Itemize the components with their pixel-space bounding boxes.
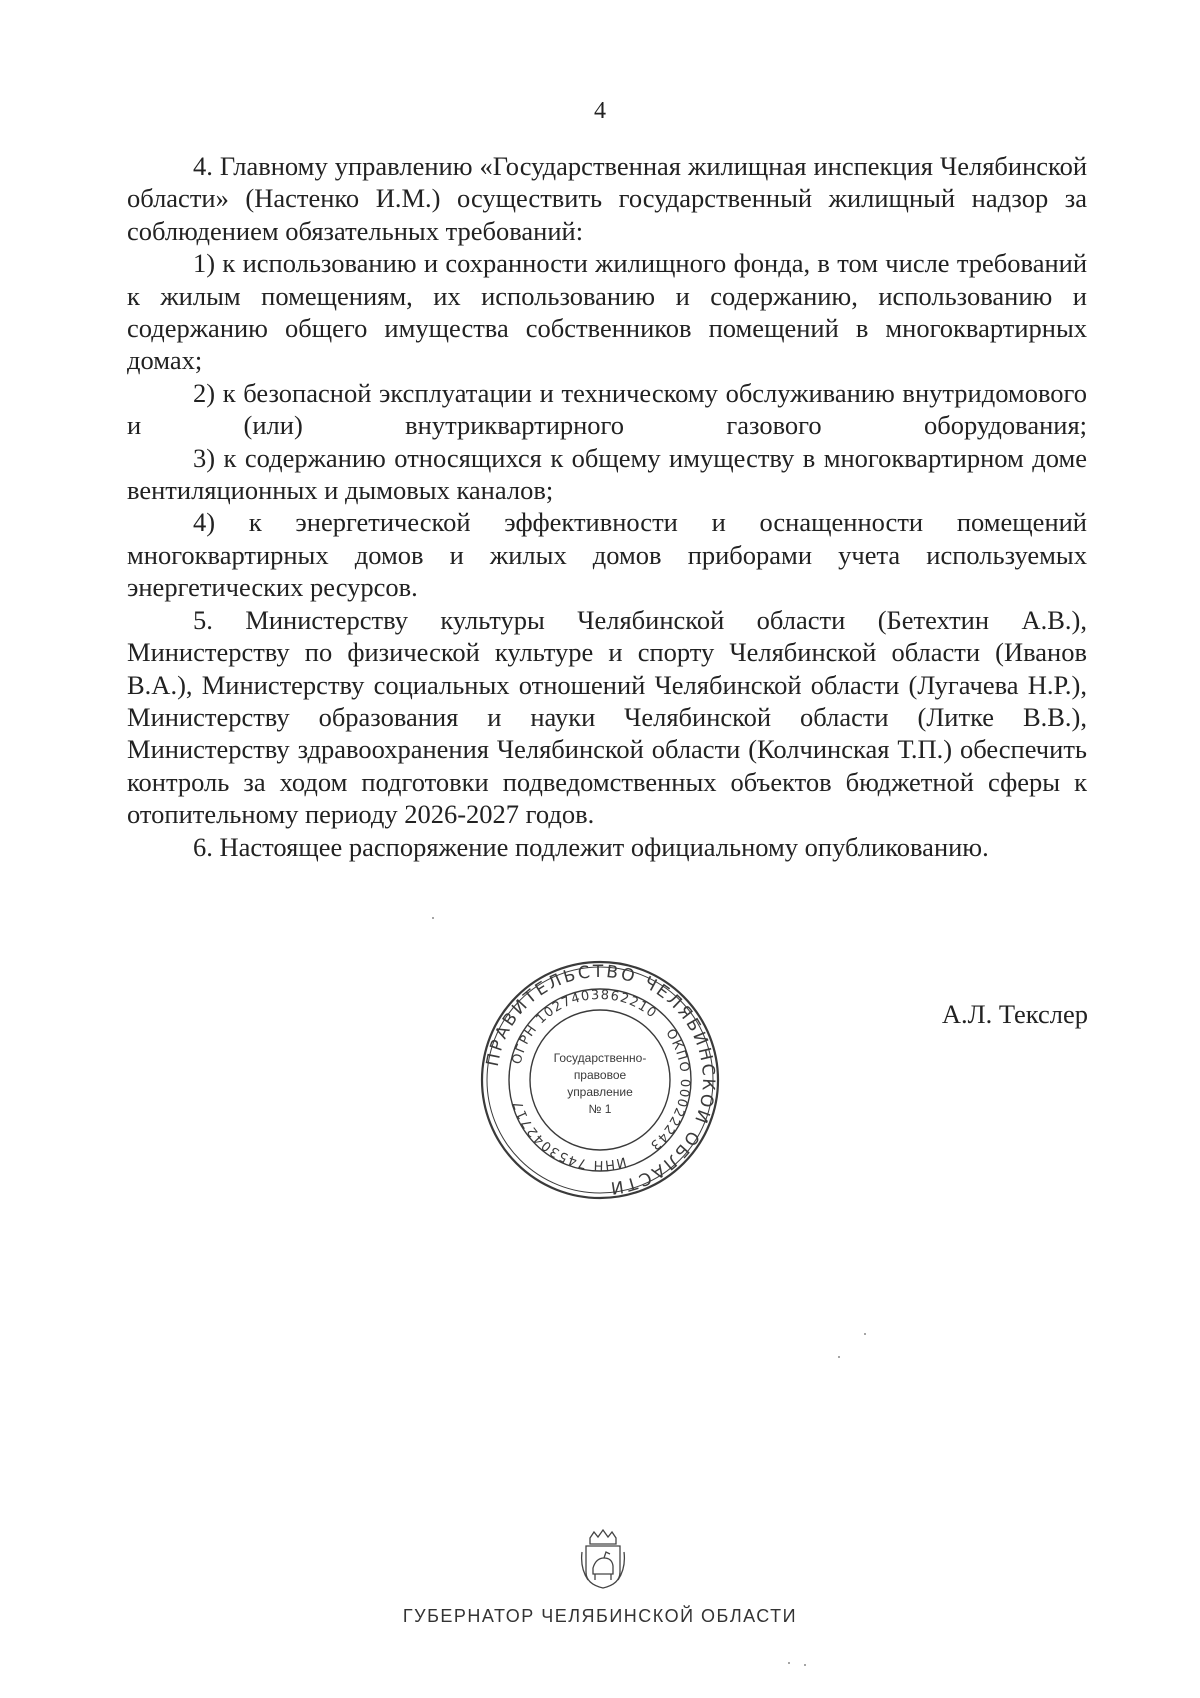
seal-outer-label: ПРАВИТЕЛЬСТВО ЧЕЛЯБИНСКОЙ ОБЛАСТИ bbox=[482, 961, 719, 1198]
page-number: 4 bbox=[594, 98, 606, 124]
paragraph-subitem-4: 4) к энергетической эффективности и оснащенности помещений многоквартирных домов и жилых домов приборами учета используемых энергетических ресурсов. bbox=[127, 507, 1087, 603]
paragraph-subitem-1: 1) к использованию и сохранности жилищного фонда, в том числе требований к жилым помещениям, их использованию и содержанию, использованию и содержанию общего имущества собственников помещений в многоквартирных домах; bbox=[127, 248, 1087, 376]
paragraph-subitem-3: 3) к содержанию относящихся к общему имуществу в многоквартирном доме вентиляционных и дымовых каналов; bbox=[127, 442, 1087, 506]
document-body bbox=[127, 150, 1087, 863]
seal-center-line-4: № 1 bbox=[588, 1102, 612, 1116]
paragraph-item-5: 5. Министерству культуры Челябинской области (Бетехтин А.В.), Министерству по физической культуре и спорту Челябинской области (Иванов В.А.), Министерству социальных отношений Челябинской области (Лугачева Н.Р.), Министерству образования и науки Челябинской области (Литке В.В.), Министерству здравоохранения Челябинской области (Колчинская Т.П.) обеспечить контроль за ходом подготовки подведомственных объектов бюджетной сферы к отопительному периоду 2026-2027 годов. bbox=[127, 604, 1087, 830]
seal-okpo-label: ОКПО 00022243 bbox=[646, 1026, 693, 1154]
seal-ogrn-label: ОГРН 1027403862210 bbox=[509, 987, 660, 1066]
scan-speck bbox=[788, 1662, 790, 1664]
official-seal-stamp bbox=[478, 958, 722, 1202]
seal-center-line-3: управление bbox=[567, 1085, 633, 1099]
seal-center-line-2: правовое bbox=[573, 1068, 627, 1082]
seal-center-line-1: Государственно- bbox=[553, 1051, 647, 1065]
signatory-name: А.Л. Текслер bbox=[941, 999, 1088, 1029]
paragraph-item-4: 4. Главному управлению «Государственная жилищная инспекция Челябинской области» (Настенко И.М.) осуществить государственный жилищный надзор за соблюдением обязательных требований: bbox=[127, 151, 1087, 246]
scan-speck bbox=[432, 917, 434, 919]
scan-speck bbox=[804, 1664, 806, 1666]
paragraph-item-6: 6. Настоящее распоряжение подлежит официальному опубликованию. bbox=[193, 831, 989, 862]
paragraph-subitem-2: 2) к безопасной эксплуатации и техническому обслуживанию внутридомового и (или) внутриквартирного газового оборудования; bbox=[127, 377, 1087, 441]
seal-inn-label: ИНН 7453042717 bbox=[510, 1097, 628, 1173]
footer-title: ГУБЕРНАТОР ЧЕЛЯБИНСКОЙ ОБЛАСТИ bbox=[402, 1606, 798, 1626]
scan-speck bbox=[864, 1333, 866, 1335]
scan-speck bbox=[838, 1356, 840, 1358]
chelyabinsk-coat-of-arms-icon bbox=[580, 1528, 626, 1590]
